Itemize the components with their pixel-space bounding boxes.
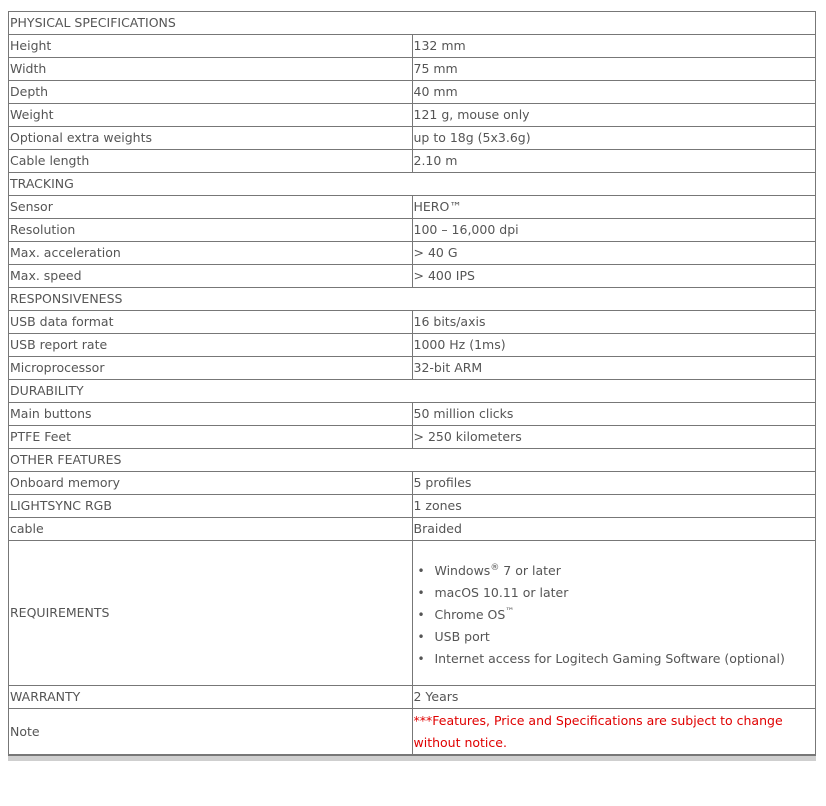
spec-label: Resolution xyxy=(9,219,413,242)
section-responsiveness: RESPONSIVENESS xyxy=(9,288,816,311)
spec-value: 5 profiles xyxy=(412,472,816,495)
spec-value: 121 g, mouse only xyxy=(412,104,816,127)
spec-value: Braided xyxy=(412,518,816,541)
table-row xyxy=(9,242,816,265)
table-row xyxy=(9,58,816,81)
table-row xyxy=(9,495,816,518)
table-row xyxy=(9,219,816,242)
table-row xyxy=(9,35,816,58)
section-physical-specifications: PHYSICAL SPECIFICATIONS xyxy=(9,12,816,35)
spec-label: Optional extra weights xyxy=(9,127,413,150)
spec-label: Depth xyxy=(9,81,413,104)
table-row xyxy=(9,403,816,426)
spec-value: 1 zones xyxy=(412,495,816,518)
section-durability: DURABILITY xyxy=(9,380,816,403)
spec-label: Height xyxy=(9,35,413,58)
list-item: • Internet access for Logitech Gaming Software (optional) xyxy=(435,648,816,670)
spec-value: 32-bit ARM xyxy=(412,357,816,380)
spec-value: 100 – 16,000 dpi xyxy=(412,219,816,242)
spec-value: 132 mm xyxy=(412,35,816,58)
bullet-icon: • xyxy=(417,586,425,600)
section-tracking: TRACKING xyxy=(9,173,816,196)
spec-value: > 250 kilometers xyxy=(412,426,816,449)
spec-value: 75 mm xyxy=(412,58,816,81)
list-item: • USB port xyxy=(435,626,816,648)
spec-label: cable xyxy=(9,518,413,541)
bullet-icon: • xyxy=(417,564,425,578)
spec-label: USB report rate xyxy=(9,334,413,357)
requirements-value xyxy=(412,541,816,686)
spec-value: 16 bits/axis xyxy=(412,311,816,334)
table-row xyxy=(9,518,816,541)
specifications-table xyxy=(8,11,816,755)
list-item: • Windows® 7 or later xyxy=(435,560,816,582)
table-row xyxy=(9,426,816,449)
spec-value: 1000 Hz (1ms) xyxy=(412,334,816,357)
spec-label: Max. speed xyxy=(9,265,413,288)
spec-value: 50 million clicks xyxy=(412,403,816,426)
note-value: ***Features, Price and Specifications are subject to change without notice. xyxy=(412,709,816,755)
spec-value: 40 mm xyxy=(412,81,816,104)
spec-label: USB data format xyxy=(9,311,413,334)
spec-label: PTFE Feet xyxy=(9,426,413,449)
table-bottom-border xyxy=(8,755,816,761)
list-item: • Chrome OS™ xyxy=(435,604,816,626)
spec-label: Cable length xyxy=(9,150,413,173)
list-item: • macOS 10.11 or later xyxy=(435,582,816,604)
table-row xyxy=(9,104,816,127)
bullet-icon: • xyxy=(417,608,425,622)
warranty-value: 2 Years xyxy=(412,686,816,709)
requirements-label: REQUIREMENTS xyxy=(9,541,413,686)
spec-label: Onboard memory xyxy=(9,472,413,495)
table-row xyxy=(9,334,816,357)
table-row xyxy=(9,127,816,150)
note-row xyxy=(9,709,816,755)
spec-value: 2.10 m xyxy=(412,150,816,173)
table-row xyxy=(9,150,816,173)
spec-label: Weight xyxy=(9,104,413,127)
spec-value: > 40 G xyxy=(412,242,816,265)
bullet-icon: • xyxy=(417,630,425,644)
spec-label: Main buttons xyxy=(9,403,413,426)
table-row xyxy=(9,196,816,219)
spec-label: Width xyxy=(9,58,413,81)
table-row xyxy=(9,81,816,104)
bullet-icon: • xyxy=(417,652,425,666)
note-label: Note xyxy=(9,709,413,755)
warranty-row xyxy=(9,686,816,709)
table-row xyxy=(9,357,816,380)
requirements-row xyxy=(9,541,816,686)
table-row xyxy=(9,311,816,334)
table-row xyxy=(9,265,816,288)
spec-label: Microprocessor xyxy=(9,357,413,380)
spec-label: Max. acceleration xyxy=(9,242,413,265)
spec-value: HERO™ xyxy=(412,196,816,219)
requirements-list xyxy=(413,560,816,670)
table-row xyxy=(9,472,816,495)
section-other-features: OTHER FEATURES xyxy=(9,449,816,472)
warranty-label: WARRANTY xyxy=(9,686,413,709)
spec-value: > 400 IPS xyxy=(412,265,816,288)
spec-label: Sensor xyxy=(9,196,413,219)
spec-value: up to 18g (5x3.6g) xyxy=(412,127,816,150)
spec-label: LIGHTSYNC RGB xyxy=(9,495,413,518)
